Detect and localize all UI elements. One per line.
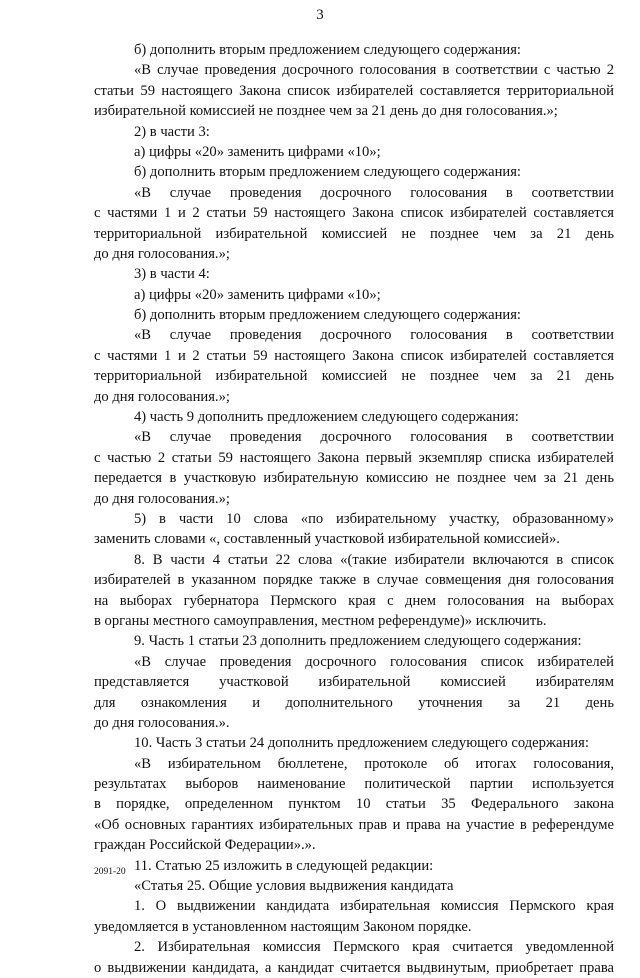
text-line: 5) в части 10 слова «по избирательному участку, образованному» [134,510,614,527]
text-line: б) дополнить вторым предложением следующего содержания: [134,164,521,181]
text-line: 2. Избирательная комиссия Пермского края считается уведомленной [134,939,614,956]
text-line: б) дополнить вторым предложением следующего содержания: [134,307,521,324]
text-line: в порядке, определенном пунктом 10 статьи 35 Федерального закона [94,796,614,813]
text-line: с частью 2 статьи 59 настоящего Закона первый экземпляр списка избирателей [94,449,614,466]
text-line: статьи 59 настоящего Закона список избирателей составляется территориальной [94,82,614,99]
text-line: территориальной избирательной комиссией не позднее чем за 21 день [94,225,614,242]
text-line: «В случае проведения досрочного голосования в соответствии с частью 2 [134,62,614,79]
text-line: с частями 1 и 2 статьи 59 настоящего Закона список избирателей составляется [94,205,614,222]
text-line: 11. Статью 25 изложить в следующей редакции: [134,857,434,874]
text-line: «В случае проведения досрочного голосования список избирателей [134,653,614,670]
text-line: территориальной избирательной комиссией не позднее чем за 21 день [94,368,614,385]
text-line: 4) часть 9 дополнить предложением следующего содержания: [134,409,519,426]
text-line: граждан Российской Федерации».». [94,837,316,854]
text-line: заменить словами «, составленный участковой избирательной комиссией». [94,531,560,548]
text-line: 1. О выдвижении кандидата избирательная комиссия Пермского края [134,898,614,915]
document-body [94,40,614,978]
text-line: уведомляется в установленном настоящим Законом порядке. [94,918,472,935]
text-line: в органы местного самоуправления, местном референдуме)» исключить. [94,612,547,629]
text-line: передается в участковую избирательную комиссию не позднее чем за 21 день [94,470,614,487]
text-line: результатах выборов наименование политической партии используется [94,776,614,793]
text-line: избирателей в указанном порядке также в случае совмещения дня голосования [94,572,614,589]
text-line: избирательной комиссией не позднее чем за 21 день до дня голосования.»; [94,103,558,120]
text-line: б) дополнить вторым предложением следующего содержания: [134,42,521,58]
text-line: 3) в части 4: [134,266,210,283]
text-line: «В случае проведения досрочного голосования в соответствии [134,429,614,446]
text-line: до дня голосования.»; [94,388,230,405]
text-line: «Об основных гарантиях избирательных прав и права на участие в референдуме [94,816,614,833]
text-line: представляется участковой избирательной комиссией избирателям [94,674,614,691]
text-line: «В избирательном бюллетене, протоколе об итогах голосования, [134,755,614,772]
document-code: 2091-20 [94,867,126,877]
text-line: 10. Часть 3 статьи 24 дополнить предложением следующего содержания: [134,735,589,752]
text-line: 9. Часть 1 статьи 23 дополнить предложением следующего содержания: [134,633,582,650]
text-line: для ознакомления и дополнительного уточнения за 21 день [94,694,614,711]
text-line: «Статья 25. Общие условия выдвижения кандидата [134,878,454,895]
page-number: 3 [316,7,324,23]
text-line: 8. В части 4 статьи 22 слова «(такие избиратели включаются в список [134,551,614,568]
text-line: «В случае проведения досрочного голосования в соответствии [134,327,614,344]
text-line: а) цифры «20» заменить цифрами «10»; [134,286,381,303]
text-line: о выдвижении кандидата, а кандидат считается выдвинутым, приобретает права [94,959,614,976]
text-line: до дня голосования.»; [94,245,230,262]
text-line: на выборах губернатора Пермского края с днем голосования на выборах [94,592,614,609]
text-line: 2) в части 3: [134,123,210,140]
text-line: до дня голосования.». [94,714,230,731]
text-line: до дня голосования.»; [94,490,230,507]
text-line: «В случае проведения досрочного голосования в соответствии [134,184,614,201]
text-line: с частями 1 и 2 статьи 59 настоящего Закона список избирателей составляется [94,347,614,364]
text-line: а) цифры «20» заменить цифрами «10»; [134,143,381,160]
